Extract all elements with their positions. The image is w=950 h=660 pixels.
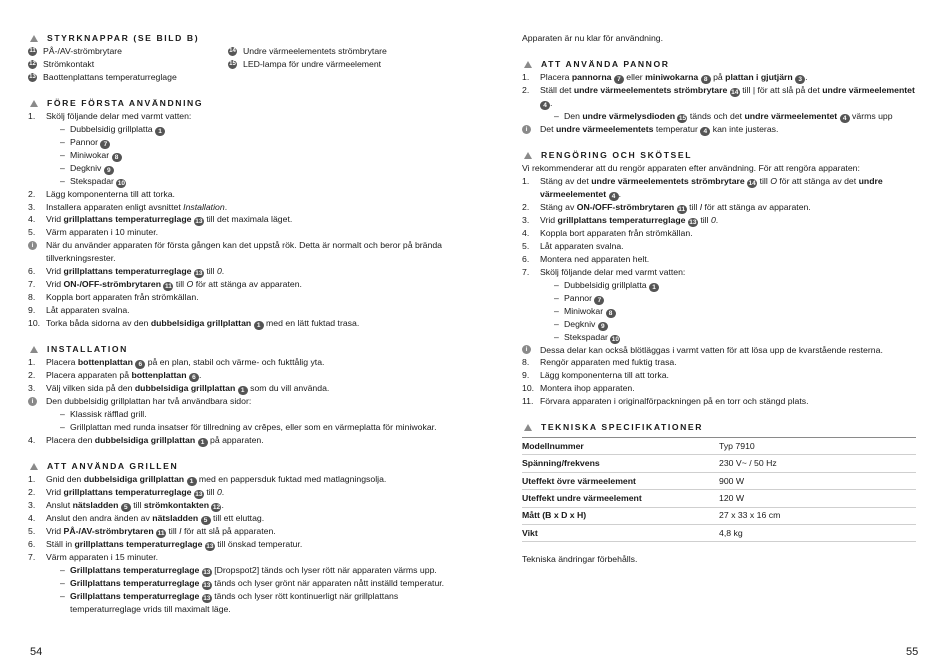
section-fore — [28, 97, 468, 330]
dash-marker: – — [60, 175, 65, 186]
info-icon: i — [522, 125, 531, 134]
item-text: Välj vilken sida på den dubbelsidiga grillplattan 1 som du vill använda. — [46, 382, 330, 394]
info-note — [522, 344, 922, 357]
item-text: Miniwokar 8 — [564, 305, 922, 318]
sub-list-item — [28, 175, 468, 188]
spec-value: 4,8 kg — [719, 525, 916, 542]
info-note — [28, 395, 468, 408]
item-text: Montera ned apparaten helt. — [540, 253, 650, 264]
sub-list-item — [28, 421, 468, 434]
item-text: Värm apparaten i 10 minuter. — [46, 227, 159, 238]
step-item — [522, 395, 922, 408]
step-item — [522, 369, 922, 382]
step-number: 1. — [28, 473, 36, 484]
step-item — [28, 265, 468, 278]
spec-row — [522, 490, 916, 507]
section-heading — [28, 460, 468, 473]
info-note — [522, 123, 922, 136]
section-heading — [28, 97, 468, 110]
step-item — [28, 201, 468, 214]
step-number: 4. — [28, 214, 36, 225]
step-number: 3. — [28, 499, 36, 510]
item-text: Gnid den dubbelsidiga grillplattan 1 med en pappersduk fuktad med matlagningsolja. — [46, 473, 387, 485]
section-heading-text: INSTALLATION — [47, 344, 128, 355]
item-text: Vrid grillplattans temperaturreglage 13 till det maximala läget. — [46, 214, 293, 226]
part-number-badge: 12 — [29, 60, 36, 67]
parts-list-left — [28, 45, 228, 84]
item-text: Pannor 7 — [564, 292, 922, 305]
step-number: 2. — [522, 201, 530, 212]
sub-list-item — [28, 564, 468, 577]
info-icon: i — [28, 241, 37, 250]
item-text: Grillplattan med runda insatser för tillredning av crêpes, eller som en värmeplatta för miniwokar. — [70, 421, 437, 432]
item-text: Rengör apparaten med fuktig trasa. — [540, 357, 677, 368]
step-item — [28, 551, 468, 564]
dash-marker: – — [554, 111, 559, 121]
spec-row — [522, 525, 916, 542]
section-heading — [522, 149, 922, 162]
part-label: PÅ-/AV-strömbrytare — [43, 46, 123, 56]
dash-marker: – — [60, 590, 65, 601]
item-text: Grillplattans temperaturreglage 13 tänds och lyser rött kontinuerligt när grillplattans temperaturreglage vrids till maximalt läge. — [70, 590, 399, 614]
step-number: 4. — [522, 227, 530, 238]
triangle-icon — [30, 100, 38, 107]
step-number: 2. — [28, 369, 36, 380]
step-number: 10. — [522, 383, 535, 394]
step-item — [28, 110, 468, 123]
spec-key: Spänning/frekvens — [522, 455, 719, 472]
item-text: Lägg komponenterna till att torka. — [46, 188, 175, 199]
step-item — [28, 473, 468, 486]
item-text: Vrid grillplattans temperaturreglage 13 till 0. — [46, 486, 225, 498]
step-item — [522, 84, 922, 110]
sub-list-item — [28, 590, 468, 616]
item-text: Stekspadar 10 — [70, 175, 125, 187]
section-heading — [522, 58, 922, 71]
spec-value: Typ 7910 — [719, 438, 916, 455]
step-number: 2. — [28, 486, 36, 497]
item-text: Stäng av ON-/OFF-strömbrytaren 11 till I för att stänga av apparaten. — [540, 201, 811, 213]
step-item — [28, 382, 468, 395]
item-text: Installera apparaten enligt avsnittet Installation. — [46, 201, 228, 212]
section-heading: TEKNISKA SPECIFIKATIONER — [522, 421, 922, 434]
sub-list-item — [28, 136, 468, 149]
item-text: Grillplattans temperaturreglage 13 tänds och lyser grönt när apparaten nått inställd temperatur. — [70, 577, 445, 589]
info-marker — [522, 123, 540, 136]
step-item — [522, 175, 922, 201]
sub-list-item — [522, 305, 922, 318]
step-item — [522, 356, 922, 369]
part-label: Baottenplattans temperaturreglage — [43, 71, 177, 82]
item-text: Värm apparaten i 15 minuter. — [46, 551, 159, 562]
dash-marker: – — [60, 123, 65, 134]
right-page — [522, 0, 922, 660]
page-number-left: 54 — [30, 646, 43, 658]
sub-list-item — [522, 292, 922, 305]
part-item — [28, 71, 228, 84]
item-text: Dubbelsidig grillplatta 1 — [564, 279, 922, 292]
spec-value: 230 V~ / 50 Hz — [719, 455, 916, 472]
item-text: Det undre värmeelementets temperatur 4 kan inte justeras. — [540, 124, 779, 135]
item-text: Låt apparaten svalna. — [540, 240, 624, 251]
dash-marker: – — [60, 577, 65, 588]
part-number-badge: 14 — [229, 47, 236, 54]
step-number: 6. — [28, 538, 36, 549]
step-number: 8. — [522, 357, 530, 368]
step-number: 6. — [28, 266, 36, 277]
step-number: 5. — [28, 227, 36, 238]
step-number: 1. — [522, 72, 530, 82]
step-number: 7. — [28, 279, 36, 290]
sub-list-item — [522, 318, 922, 331]
spec-value: 900 W — [719, 472, 916, 489]
info-icon: i — [522, 345, 531, 354]
dash-marker: – — [554, 305, 559, 316]
step-number: 9. — [28, 305, 36, 316]
sub-list-item — [28, 162, 468, 175]
part-item — [28, 45, 228, 58]
item-text: Ställ in grillplattans temperaturreglage 13 till önskad temperatur. — [46, 538, 303, 550]
step-item — [28, 538, 468, 551]
part-label: LED-lampa för undre värmeelement — [243, 58, 382, 69]
dash-marker: – — [60, 408, 65, 419]
spec-value: 27 x 33 x 16 cm — [719, 507, 916, 524]
spec-key: Mått (B x D x H) — [522, 507, 719, 524]
step-number: 11. — [522, 396, 534, 407]
left-sections — [28, 97, 468, 616]
info-note — [28, 239, 468, 265]
step-number: 8. — [28, 292, 36, 303]
item-text: Miniwokar 8 — [70, 149, 468, 162]
part-item — [28, 58, 228, 71]
dash-marker: – — [554, 292, 559, 303]
triangle-icon — [524, 424, 532, 431]
info-marker — [28, 395, 46, 408]
step-item — [522, 71, 922, 84]
dash-marker: – — [554, 331, 559, 342]
sub-list-item — [522, 110, 922, 123]
step-number: 2. — [28, 188, 36, 199]
paragraph — [522, 162, 922, 175]
spec-table — [522, 437, 916, 542]
step-item — [28, 499, 468, 512]
spec-key: Modellnummer — [522, 438, 719, 455]
item-text: När du använder apparaten för första gången kan det uppstå rök. Detta är normalt och beror på brända tillverkningsrester. — [46, 240, 443, 264]
sub-list-item — [522, 331, 922, 344]
part-number-badge: 13 — [29, 73, 36, 80]
intro-text: Apparaten är nu klar för användning. — [522, 33, 664, 43]
dash-marker: – — [60, 162, 65, 173]
section-heading-text: ATT ANVÄNDA PANNOR — [541, 59, 670, 70]
item-text: Koppla bort apparaten från strömkällan. — [540, 227, 693, 238]
step-item — [522, 201, 922, 214]
item-text: Dubbelsidig grillplatta 1 — [70, 123, 468, 136]
spec-key: Vikt — [522, 525, 719, 542]
section-heading: STYRKNAPPAR (SE BILD B) — [28, 32, 468, 45]
info-marker — [522, 344, 540, 357]
part-item — [228, 45, 428, 58]
spec-key: Uteffekt övre värmeelement — [522, 472, 719, 489]
step-number: 5. — [28, 525, 36, 536]
page-number-right: 55 — [906, 646, 919, 658]
item-text: Placera apparaten på bottenplattan 6 . — [46, 369, 202, 381]
step-number: 7. — [522, 266, 530, 277]
item-text: Klassisk räfflad grill. — [70, 408, 147, 419]
item-text: Placera pannorna 7 eller miniwokarna 8 på plattan i gjutjärn 3 . — [540, 72, 808, 83]
item-text: Lägg komponenterna till att torka. — [540, 370, 669, 381]
info-icon: i — [28, 397, 37, 406]
dash-marker: – — [60, 136, 65, 147]
step-item — [28, 434, 468, 447]
triangle-icon — [30, 463, 38, 470]
item-text: Montera ihop apparaten. — [540, 383, 635, 394]
step-item — [522, 382, 922, 395]
item-text: Skölj följande delar med varmt vatten: — [46, 110, 192, 121]
part-label: Strömkontakt — [43, 58, 95, 69]
item-text: Den undre värmelysdioden 15 tänds och det undre värmeelementet 4 värms upp — [564, 111, 893, 122]
section-heading-text: ATT ANVÄNDA GRILLEN — [47, 460, 179, 471]
triangle-icon — [524, 61, 532, 68]
sub-list-item — [28, 149, 468, 162]
step-number: 7. — [28, 551, 36, 562]
part-label: Undre värmeelementets strömbrytare — [243, 46, 387, 56]
step-item — [28, 188, 468, 201]
step-item — [28, 226, 468, 239]
spec-note: Tekniska ändringar förbehålls. — [522, 554, 638, 565]
part-number-badge: 11 — [29, 47, 36, 54]
item-text: Låt apparaten svalna. — [46, 305, 130, 316]
step-item — [522, 253, 922, 266]
item-text: Skölj följande delar med varmt vatten: — [540, 266, 686, 277]
item-text: Vrid grillplattans temperaturreglage 13 till 0. — [540, 214, 719, 226]
section-heading-text: RENGÖRING OCH SKÖTSEL — [541, 150, 693, 161]
section-inst — [28, 343, 468, 447]
step-item — [522, 240, 922, 253]
dash-marker: – — [554, 318, 559, 329]
section-reng — [522, 149, 922, 408]
spec-section — [522, 421, 922, 566]
spec-row — [522, 438, 916, 455]
step-number: 9. — [522, 370, 530, 381]
item-text: Vrid grillplattans temperaturreglage 13 till 0. — [46, 266, 225, 278]
right-sections — [522, 58, 922, 408]
item-text: Pannor 7 — [70, 136, 468, 149]
parts-section — [28, 32, 468, 84]
step-item — [28, 356, 468, 369]
item-text: Placera bottenplattan 6 på en plan, stabil och värme- och fukttålig yta. — [46, 356, 325, 368]
sub-list-item — [28, 123, 468, 136]
step-item — [28, 512, 468, 525]
sub-list-item — [28, 408, 468, 421]
step-item — [28, 278, 468, 291]
item-text: Stekspadar 10 — [564, 331, 619, 343]
step-number: 2. — [522, 85, 530, 95]
step-number: 1. — [28, 110, 36, 121]
item-text: Degkniv 9 — [564, 318, 922, 331]
triangle-icon — [30, 346, 38, 353]
step-number: 3. — [522, 214, 530, 225]
item-text: Ställ det undre värmeelementets strömbrytare 14 till | för att slå på det undre värmeelementet 4 . — [540, 85, 915, 109]
section-heading — [28, 343, 468, 356]
item-text: Förvara apparaten i originalförpackningen på en torr och stängd plats. — [540, 396, 809, 407]
step-number: 4. — [28, 434, 36, 445]
spec-row — [522, 507, 916, 524]
item-text: Koppla bort apparaten från strömkällan. — [46, 292, 199, 303]
dash-marker: – — [60, 564, 65, 575]
section-grill — [28, 460, 468, 616]
triangle-icon — [30, 35, 38, 42]
item-text: Grillplattans temperaturreglage 13 [Dropspot2] tänds och lyser rött när apparaten värms upp. — [70, 564, 437, 576]
step-item — [28, 304, 468, 317]
item-text: Anslut nätsladden 5 till strömkontakten 12. — [46, 499, 224, 511]
item-text: Placera den dubbelsidiga grillplattan 1 på apparaten. — [46, 434, 264, 446]
step-item — [28, 291, 468, 304]
step-item — [28, 369, 468, 382]
step-number: 3. — [28, 201, 36, 212]
part-item — [228, 58, 428, 71]
step-item — [28, 317, 468, 330]
triangle-icon — [524, 152, 532, 159]
item-text: Stäng av det undre värmeelementets strömbrytare 14 till O för att stänga av det undre värmeelementet 4 . — [540, 175, 883, 200]
step-item — [522, 266, 922, 279]
item-text: Vrid PÅ-/AV-strömbrytaren 11 till I för att slå på apparaten. — [46, 525, 276, 537]
dash-marker: – — [60, 149, 65, 160]
step-number: 5. — [522, 240, 530, 251]
step-item — [28, 213, 468, 226]
spec-key: Uteffekt undre värmeelement — [522, 490, 719, 507]
sub-list-item — [28, 577, 468, 590]
step-item — [522, 227, 922, 240]
step-number: 3. — [28, 382, 36, 393]
item-text: Dessa delar kan också blötläggas i varmt vatten för att lösa upp de kvarstående resterna. — [540, 344, 883, 355]
parts-list-right — [228, 45, 428, 84]
step-item — [28, 525, 468, 538]
step-item — [28, 486, 468, 499]
sub-list-item — [522, 279, 922, 292]
item-text: Torka båda sidorna av den dubbelsidiga grillplattan 1 med en lätt fuktad trasa. — [46, 317, 360, 329]
info-marker — [28, 239, 46, 252]
section-pannor — [522, 58, 922, 136]
step-item — [522, 214, 922, 227]
item-text: Vi rekommenderar att du rengör apparaten efter användning. För att rengöra apparaten: — [522, 163, 860, 173]
step-number: 4. — [28, 512, 36, 523]
item-text: Anslut den andra änden av nätsladden 5 till ett eluttag. — [46, 512, 265, 524]
step-number: 1. — [522, 175, 530, 186]
dash-marker: – — [60, 421, 65, 432]
left-page — [28, 0, 468, 660]
spec-row — [522, 472, 916, 489]
item-text: Degkniv 9 — [70, 162, 468, 175]
item-text: Den dubbelsidig grillplattan har två användbara sidor: — [46, 395, 252, 406]
step-number: 1. — [28, 356, 36, 367]
step-number: 6. — [522, 253, 530, 264]
section-heading-text: FÖRE FÖRSTA ANVÄNDNING — [47, 97, 204, 108]
part-number-badge: 15 — [229, 60, 236, 67]
item-text: Vrid ON-/OFF-strömbrytaren 11 till O för att stänga av apparaten. — [46, 279, 302, 291]
dash-marker: – — [554, 279, 559, 290]
step-number: 10. — [28, 317, 41, 328]
spec-row — [522, 455, 916, 472]
spec-value: 120 W — [719, 490, 916, 507]
